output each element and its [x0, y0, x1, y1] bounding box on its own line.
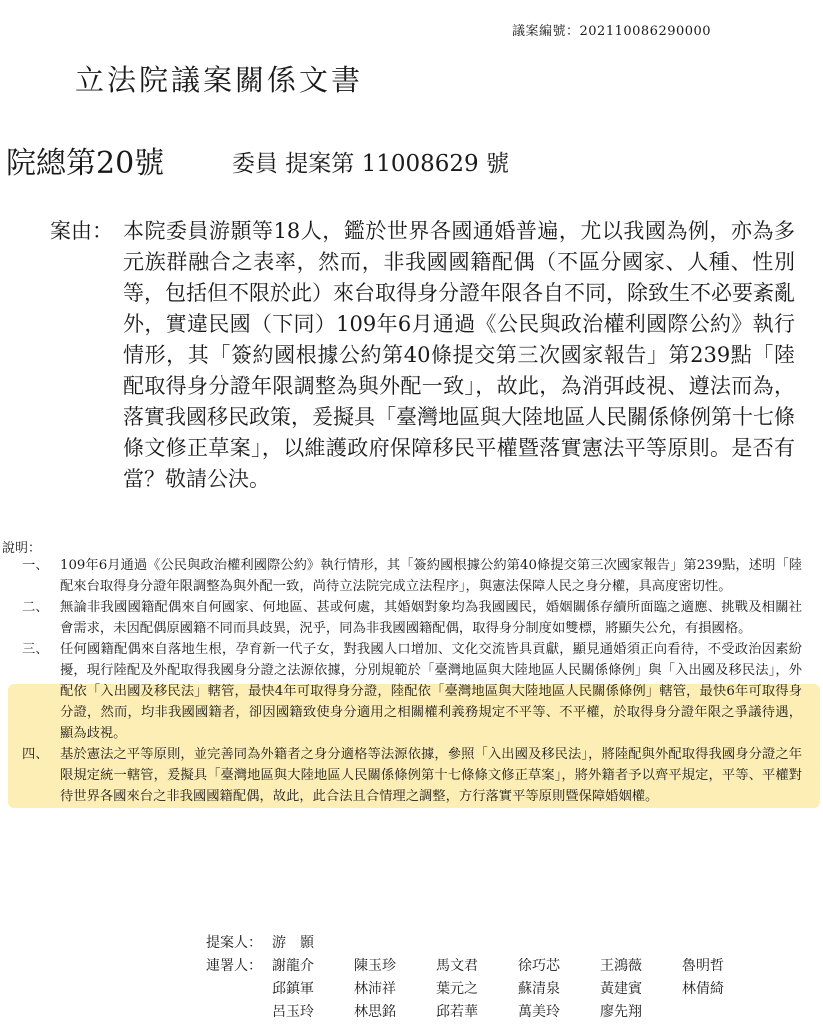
list-item	[22, 555, 802, 597]
doc-number: 議案編號：202110086290000	[512, 24, 712, 39]
item-number: 二、	[22, 600, 49, 615]
case-text: 本院委員游顥等18人，鑑於世界各國通婚普遍，尤以我國為例，亦為多元族群融合之表率，然而，非我國國籍配偶（不區分國家、人種、性別等，包括但不限於此）來台取得身分證年限各自不同，除致生不必要紊亂外，實違民國（下同）109年6月通過《公民與政治權利國際公約》執行情形，其「簽約國根據公約第40條提交第三次國家報告」第239點「陸配取得身分證年限調整為與外配一致」，故此，為消弭歧視、遵法而為，落實我國移民政策，爰擬具「臺灣地區與大陸地區人民關係條例第十七條條文修正草案」，以維護政府保障移民平權暨落實憲法平等原則。是否有當？敬請公決。	[123, 219, 795, 491]
item-text: 109年6月通過《公民與政治權利國際公約》執行情形，其「簽約國根據公約第40條提交第三次國家報告」第239點，述明「陸配來台取得身分證年限調整為與外配一致，尚待立法院完成立法程序」，與憲法保障人民之身分權，具高度密切性。	[60, 558, 802, 594]
signature-block	[206, 932, 766, 1024]
cosigner-name: 林思銘	[354, 1004, 396, 1020]
cosigner-name: 呂玉玲	[272, 1004, 314, 1020]
cosigner-name: 萬美玲	[518, 1004, 560, 1020]
cosigner-name: 黃建賓	[600, 981, 642, 997]
proposer-label: 提案人：	[206, 935, 262, 951]
item-text: 任何國籍配偶來自落地生根，孕育新一代子女，對我國人口增加、文化交流皆具貢獻，顯見通婚須正向看待，不受政治因素紛擾，現行陸配及外配取得我國身分證之法源依據，分別規範於「臺灣地區與大陸地區人民關係條例」與「入出國及移民法」，外配依「入出國及移民法」轄管，最快4年可取得身分證，陸配依「臺灣地區與大陸地區人民關係條例」轄管，最快6年可取得身分證，然而，均非我國國籍者，卻因國籍致使身分適用之相關權利義務規定不平等、不平權，於取得身分證年限之爭議待遇，顯為歧視。	[60, 642, 802, 741]
item-number: 四、	[22, 747, 49, 762]
cosigner-name: 王鴻薇	[600, 958, 642, 974]
cosigner-name: 馬文君	[436, 958, 478, 974]
cosigner-list	[272, 955, 766, 1024]
case-section	[50, 216, 795, 495]
proposal-number: 委員 提案第 11008629 號	[232, 151, 509, 177]
cosigner-name: 林倩綺	[682, 981, 724, 997]
cosigner-name: 徐巧芯	[518, 958, 560, 974]
cosigner-name: 陳玉珍	[354, 958, 396, 974]
cosigner-name: 邱鎮軍	[272, 981, 314, 997]
department-number: 院總第20號	[6, 146, 165, 181]
proposer-name: 游 顥	[272, 935, 314, 951]
item-text: 無論非我國國籍配偶來自何國家、何地區、甚或何處，其婚姻對象均為我國國民，婚姻關係存續所面臨之適應、挑戰及相關社會需求，未因配偶原國籍不同而具歧異，況乎，同為非我國國籍配偶，取得身分制度如雙標，將顯失公允，有損國格。	[60, 600, 802, 636]
cosigner-name: 林沛祥	[354, 981, 396, 997]
cosigner-name: 蘇清泉	[518, 981, 560, 997]
cosigner-label: 連署人：	[206, 958, 262, 974]
cosigner-name: 邱若華	[436, 1004, 478, 1020]
case-label: 案由：	[50, 219, 113, 243]
cosigner-name: 廖先翔	[600, 1004, 642, 1020]
page-title: 立法院議案關係文書	[75, 63, 364, 97]
list-item	[22, 597, 802, 639]
cosigner-name: 葉元之	[436, 981, 478, 997]
explanation-list	[22, 555, 802, 807]
cosigner-name: 魯明哲	[682, 958, 724, 974]
cosigner-name: 謝龍介	[272, 958, 314, 974]
item-number: 三、	[22, 642, 49, 657]
list-item	[22, 639, 802, 744]
item-number: 一、	[22, 558, 49, 573]
item-text: 基於憲法之平等原則，並完善同為外籍者之身分適格等法源依據，參照「入出國及移民法」，將陸配與外配取得我國身分證之年限規定統一轄管，爰擬具「臺灣地區與大陸地區人民關係條例第十七條條文修正草案」，將外籍者予以齊平規定，平等、平權對待世界各國來台之非我國國籍配偶，故此，此合法且合情理之調整，方行落實平等原則暨保障婚姻權。	[60, 747, 802, 804]
explain-label: 說明：	[2, 541, 42, 556]
list-item	[22, 744, 802, 807]
